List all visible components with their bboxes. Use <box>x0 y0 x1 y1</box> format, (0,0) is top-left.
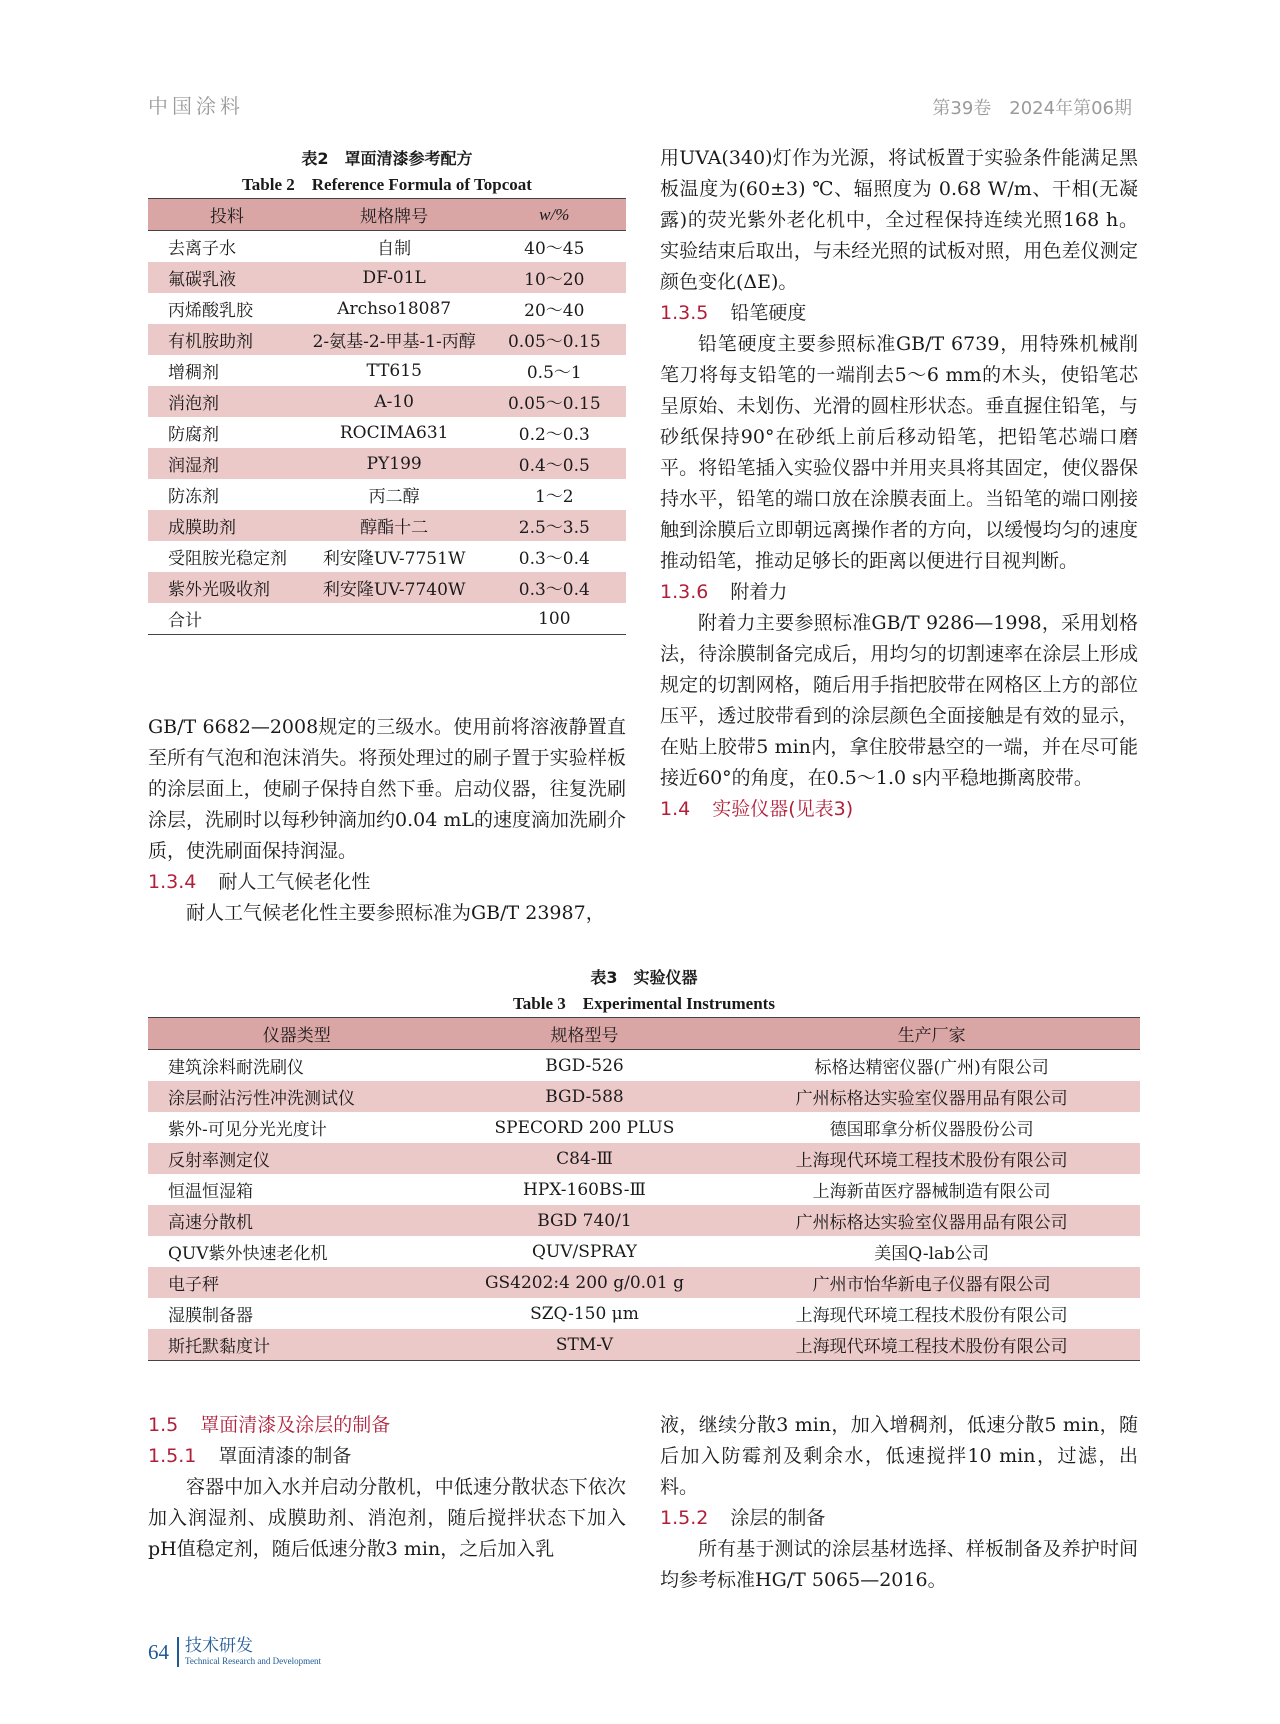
table-cell: 广州标格达实验室仪器用品有限公司 <box>795 1213 1068 1233</box>
table-cell: BGD 740/1 <box>537 1210 632 1231</box>
table-cell: 20～40 <box>524 301 585 321</box>
table-cell: 防冻剂 <box>168 487 219 507</box>
paragraph: GB/T 6682—2008规定的三级水。使用前将溶液静置直至所有气泡和泡沫消失。将预处理过的刷子置于实验样板的涂层面上，使刷子保持自然下垂。启动仪器，往复洗刷涂层，洗刷时以每秒钟滴加约0.04 mL的速度滴加洗刷介质，使洗刷面保持润湿。 <box>148 716 626 862</box>
table-row <box>148 355 626 386</box>
table-cell: 0.05～0.15 <box>507 332 601 352</box>
table-2-caption-cn: 表2 罩面清漆参考配方 <box>301 149 473 168</box>
table-cell: 0.3～0.4 <box>518 580 590 600</box>
table-cell: 丙二醇 <box>368 487 420 507</box>
table-row <box>148 293 626 324</box>
table-cell: 100 <box>483 603 626 635</box>
section-title: 耐人工气候老化性 <box>218 871 371 893</box>
bottom-right-column <box>660 1410 1138 1596</box>
table-cell: HPX-160BS-Ⅲ <box>523 1179 646 1200</box>
table-cell: 恒温恒湿箱 <box>168 1182 253 1202</box>
table-row <box>148 541 626 572</box>
table-cell: Archso18087 <box>337 298 452 319</box>
paragraph: 液，继续分散3 min，加入增稠剂，低速分散5 min，随后加入防霉剂及剩余水，低速搅拌10 min，过滤，出料。 <box>660 1414 1138 1498</box>
table-cell: 10～20 <box>524 270 585 290</box>
table-cell: 0.3～0.4 <box>518 549 590 569</box>
right-column <box>660 143 1138 825</box>
table-cell: 有机胺助剂 <box>168 332 253 352</box>
table-cell: SPECORD 200 PLUS <box>494 1117 675 1138</box>
table-row <box>148 1050 1140 1082</box>
table-3-caption-en: Table 3 Experimental Instruments <box>513 994 775 1013</box>
section-number: 1.3.4 <box>148 871 197 893</box>
table-row <box>148 572 626 603</box>
section-heading-1-3-6 <box>660 577 1138 608</box>
page-footer <box>148 1636 321 1667</box>
section-title: 实验仪器(见表3) <box>712 798 854 820</box>
table-cell: 氟碳乳液 <box>168 270 236 290</box>
table-row <box>148 479 626 510</box>
table-row <box>148 262 626 293</box>
table-cell: 增稠剂 <box>168 363 219 383</box>
table-cell: 利安隆UV-7740W <box>322 580 466 600</box>
section-number: 1.4 <box>660 798 691 820</box>
table-row <box>148 1174 1140 1205</box>
table-row <box>148 1112 1140 1143</box>
table-2-header: 规格牌号 <box>306 199 483 231</box>
issue-info: 第39卷 2024年第06期 <box>932 98 1132 119</box>
table-cell: 紫外-可见分光光度计 <box>168 1120 327 1140</box>
table-cell: 去离子水 <box>168 239 236 259</box>
table-cell: QUV紫外快速老化机 <box>168 1244 328 1264</box>
table-row <box>148 1205 1140 1236</box>
section-title: 铅笔硬度 <box>730 302 807 324</box>
table-cell: 成膜助剂 <box>168 518 236 538</box>
table-cell: 上海新苗医疗器械制造有限公司 <box>812 1182 1051 1202</box>
section-heading-1-3-5 <box>660 298 1138 329</box>
table-cell: 反射率测定仪 <box>168 1151 270 1171</box>
table-row <box>148 1236 1140 1267</box>
table-row <box>148 603 626 635</box>
table-3-header: 仪器类型 <box>148 1018 446 1050</box>
table-row <box>148 1329 1140 1361</box>
table-2-header-row <box>148 199 626 231</box>
table-row <box>148 231 626 263</box>
table-row <box>148 510 626 541</box>
table-cell: 建筑涂料耐洗刷仪 <box>168 1058 304 1078</box>
table-row <box>148 1081 1140 1112</box>
table-3 <box>148 965 1140 1361</box>
table-2-caption-en: Table 2 Reference Formula of Topcoat <box>242 175 532 194</box>
table-cell: 0.05～0.15 <box>507 394 601 414</box>
table-cell: 0.4～0.5 <box>518 456 590 476</box>
table-cell: 合计 <box>148 603 306 635</box>
table-cell: SZQ-150 μm <box>530 1303 639 1324</box>
table-cell: BGD-526 <box>545 1055 624 1076</box>
section-title: 罩面清漆的制备 <box>218 1445 352 1467</box>
table-3-caption-cn: 表3 实验仪器 <box>590 968 698 987</box>
table-cell: 电子秤 <box>168 1275 219 1295</box>
section-title: 罩面清漆及涂层的制备 <box>200 1414 391 1436</box>
table-cell: DF-01L <box>362 267 426 288</box>
table-cell: 上海现代环境工程技术股份有限公司 <box>723 1329 1140 1361</box>
table-3-header-row <box>148 1018 1140 1050</box>
paragraph: 附着力主要参照标准GB/T 9286—1998，采用划格法，待涂膜制备完成后，用均匀的切割速率在涂层上形成规定的切割网格，随后用手指把胶带在网格区上方的部位压平，透过胶带看到的涂层颜色全面接触是有效的显示，在贴上胶带5 min内，拿住胶带悬空的一端，并在尽可能接近60°的角度，在0.5～1.0 s内平稳地撕离胶带。 <box>660 612 1138 789</box>
section-number: 1.3.5 <box>660 302 709 324</box>
table-cell: 自制 <box>377 239 412 259</box>
table-row <box>148 448 626 479</box>
table-cell: 德国耶拿分析仪器股份公司 <box>829 1120 1034 1140</box>
paragraph: 容器中加入水并启动分散机，中低速分散状态下依次加入润湿剂、成膜助剂、消泡剂，随后搅拌状态下加入pH值稳定剂，随后低速分散3 min，之后加入乳 <box>148 1476 626 1560</box>
table-cell: 上海现代环境工程技术股份有限公司 <box>795 1306 1068 1326</box>
table-cell: 美国Q-lab公司 <box>874 1244 990 1264</box>
table-cell: 1～2 <box>534 487 574 507</box>
table-cell: PY199 <box>366 453 422 474</box>
table-row <box>148 386 626 417</box>
table-cell: 斯托默黏度计 <box>148 1329 446 1361</box>
table-cell: 湿膜制备器 <box>168 1306 253 1326</box>
section-number: 1.3.6 <box>660 581 709 603</box>
paragraph: 用UVA(340)灯作为光源，将试板置于实验条件能满足黑板温度为(60±3) ℃、辐照度为 0.68 W/m、干相(无凝露)的荧光紫外老化机中，全过程保持连续光照168 h。实验结束后取出，与未经光照的试板对照，用色差仪测定颜色变化(ΔE)。 <box>660 147 1138 293</box>
section-heading-1-4 <box>660 794 1138 825</box>
table-cell: 醇酯十二 <box>360 518 429 538</box>
section-label <box>179 1636 321 1667</box>
table-cell: 2-氨基-2-甲基-1-丙醇 <box>312 332 476 352</box>
table-row <box>148 324 626 355</box>
table-cell <box>306 603 483 635</box>
table-cell: BGD-588 <box>545 1086 624 1107</box>
table-row <box>148 1143 1140 1174</box>
section-number: 1.5.1 <box>148 1445 197 1467</box>
table-3-header: 生产厂家 <box>723 1018 1140 1050</box>
left-column <box>148 712 626 929</box>
section-number: 1.5.2 <box>660 1507 709 1529</box>
table-cell: 广州市怡华新电子仪器有限公司 <box>812 1275 1051 1295</box>
bottom-left-column <box>148 1410 626 1565</box>
table-row <box>148 1298 1140 1329</box>
section-heading-1-5-2 <box>660 1503 1138 1534</box>
table-cell: 标格达精密仪器(广州)有限公司 <box>814 1058 1049 1078</box>
table-cell: STM-V <box>446 1329 724 1361</box>
page-number: 64 <box>148 1637 179 1667</box>
table-row <box>148 1267 1140 1298</box>
table-cell: C84-Ⅲ <box>556 1148 613 1169</box>
table-cell: A-10 <box>374 391 414 412</box>
section-title: 涂层的制备 <box>730 1507 826 1529</box>
table-cell: 紫外光吸收剂 <box>168 580 270 600</box>
table-cell: TT615 <box>366 360 422 381</box>
table-cell: GS4202:4 200 g/0.01 g <box>484 1272 684 1293</box>
section-heading-1-5 <box>148 1410 626 1441</box>
paragraph: 铅笔硬度主要参照标准GB/T 6739，用特殊机械削笔刀将每支铅笔的一端削去5～6 mm的木头，使铅笔芯呈原始、未划伤、光滑的圆柱形状态。垂直握住铅笔，与砂纸保持90°在砂纸上前后移动铅笔，把铅笔芯端口磨平。将铅笔插入实验仪器中并用夹具将其固定，使仪器保持水平，铅笔的端口放在涂膜表面上。当铅笔的端口刚接触到涂膜后立即朝远离操作者的方向，以缓慢均匀的速度推动铅笔，推动足够长的距离以便进行目视判断。 <box>660 333 1138 572</box>
table-cell: 防腐剂 <box>168 425 219 445</box>
section-label-cn: 技术研发 <box>185 1636 253 1656</box>
table-cell: 高速分散机 <box>168 1213 253 1233</box>
table-cell: 利安隆UV-7751W <box>322 549 466 569</box>
paragraph: 耐人工气候老化性主要参照标准为GB/T 23987， <box>186 902 605 924</box>
table-2-header: w/% <box>483 199 626 231</box>
table-row <box>148 417 626 448</box>
table-3-header: 规格型号 <box>446 1018 724 1050</box>
section-heading-1-3-4 <box>148 867 626 898</box>
table-2 <box>148 146 626 635</box>
table-cell: 消泡剂 <box>168 394 219 414</box>
table-cell: 40～45 <box>524 239 585 259</box>
table-cell: 润湿剂 <box>168 456 219 476</box>
table-cell: 2.5～3.5 <box>518 518 590 538</box>
table-cell: 0.5～1 <box>526 363 582 383</box>
section-label-en: Technical Research and Development <box>185 1656 322 1666</box>
table-cell: 0.2～0.3 <box>518 425 590 445</box>
table-cell: ROCIMA631 <box>339 422 449 443</box>
table-cell: QUV/SPRAY <box>531 1241 637 1262</box>
section-number: 1.5 <box>148 1414 179 1436</box>
table-cell: 丙烯酸乳胶 <box>168 301 253 321</box>
table-cell: 受阻胺光稳定剂 <box>168 549 287 569</box>
section-heading-1-5-1 <box>148 1441 626 1472</box>
table-cell: 涂层耐沾污性冲洗测试仪 <box>168 1089 355 1109</box>
table-2-header: 投料 <box>148 199 306 231</box>
paragraph: 所有基于测试的涂层基材选择、样板制备及养护时间均参考标准HG/T 5065—2016。 <box>660 1538 1138 1591</box>
section-title: 附着力 <box>730 581 788 603</box>
table-cell: 上海现代环境工程技术股份有限公司 <box>795 1151 1068 1171</box>
table-cell: 广州标格达实验室仪器用品有限公司 <box>795 1089 1068 1109</box>
journal-name: 中国涂料 <box>148 94 244 118</box>
